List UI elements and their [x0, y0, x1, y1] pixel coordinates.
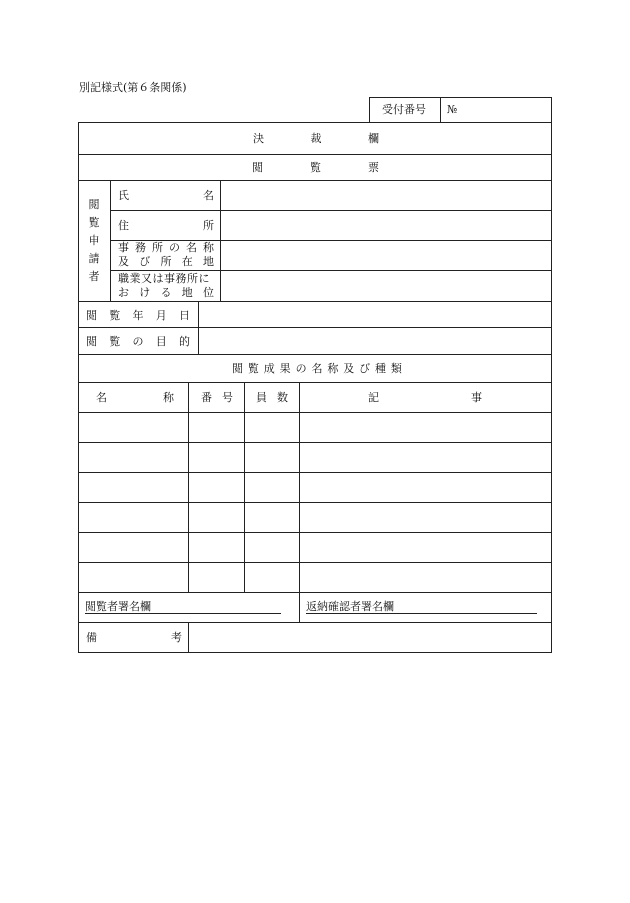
receipt-box-left [369, 97, 370, 122]
applicant-occupation-field[interactable] [222, 272, 550, 300]
rule-502 [78, 502, 552, 503]
receipt-number-field[interactable] [470, 99, 550, 120]
rule-652 [78, 652, 552, 653]
applicant-office-label-line1: 事 務 所 の 名 称 [118, 241, 214, 254]
result-row-2[interactable] [80, 444, 550, 471]
results-col-name-header: 名 称 [96, 391, 174, 404]
remarks-field[interactable] [190, 624, 550, 651]
rule-622 [78, 622, 552, 623]
results-col-count-header: 員 数 [256, 391, 288, 404]
results-col-notes-header: 記 事 [368, 391, 482, 404]
rule-412 [78, 412, 552, 413]
rule-301 [78, 301, 552, 302]
rule-382 [78, 382, 552, 383]
viewing-slip-title: 閲 覧 票 [252, 161, 379, 174]
applicant-rule-1 [110, 210, 552, 211]
rule-327 [78, 327, 552, 328]
rule-154 [78, 154, 552, 155]
receipt-number-label: 受付番号 [382, 103, 426, 116]
date-purpose-divider [198, 301, 199, 354]
result-row-1[interactable] [80, 414, 550, 441]
applicant-address-label: 住 所 [118, 219, 214, 232]
applicant-name-label: 氏 名 [118, 189, 214, 202]
rule-122 [78, 122, 552, 123]
rule-472 [78, 472, 552, 473]
signature-divider [299, 592, 300, 622]
rule-442 [78, 442, 552, 443]
result-row-5[interactable] [80, 534, 550, 561]
applicant-occupation-label-line2: お け る 地 位 [118, 286, 214, 299]
applicant-name-field[interactable] [222, 182, 550, 209]
viewing-purpose-field[interactable] [200, 329, 550, 353]
applicant-office-field[interactable] [222, 242, 550, 269]
result-row-3[interactable] [80, 474, 550, 501]
viewer-signature-label: 閲覧者署名欄 [85, 600, 151, 613]
return-signature-field[interactable] [400, 596, 540, 614]
rule-532 [78, 532, 552, 533]
result-row-6[interactable] [80, 564, 550, 591]
form-caption: 別記様式(第６条関係) [79, 81, 187, 94]
applicant-occupation-label-line1: 職業又は事務所に [118, 272, 210, 285]
frame-left [78, 122, 79, 652]
receipt-no-label: № [447, 103, 458, 116]
return-signature-label: 返納確認者署名欄 [306, 600, 394, 613]
results-section-title: 閲 覧 成 果 の 名 称 及 び 種 類 [232, 362, 402, 375]
applicant-group-label: 閲 覧 申 請 者 [88, 198, 100, 283]
results-col-number-header: 番 号 [201, 391, 233, 404]
rule-354 [78, 354, 552, 355]
rule-562 [78, 562, 552, 563]
receipt-box-top [369, 97, 552, 98]
viewing-date-field[interactable] [200, 303, 550, 326]
remarks-divider [188, 622, 189, 652]
decision-column-title: 決 裁 欄 [253, 132, 379, 145]
rule-592 [78, 592, 552, 593]
applicant-label-divider [220, 180, 221, 301]
applicant-office-label-line2: 及 び 所 在 地 [118, 255, 214, 268]
receipt-box-divider [440, 97, 441, 122]
viewing-date-label: 閲 覧 年 月 日 [86, 309, 190, 322]
viewer-signature-field[interactable] [150, 596, 290, 614]
applicant-address-field[interactable] [222, 212, 550, 239]
applicant-group-divider [110, 180, 111, 301]
remarks-label: 備 考 [86, 631, 182, 644]
viewing-purpose-label: 閲 覧 の 目 的 [86, 335, 190, 348]
result-row-4[interactable] [80, 504, 550, 531]
rule-180 [78, 180, 552, 181]
applicant-rule-3 [110, 270, 552, 271]
